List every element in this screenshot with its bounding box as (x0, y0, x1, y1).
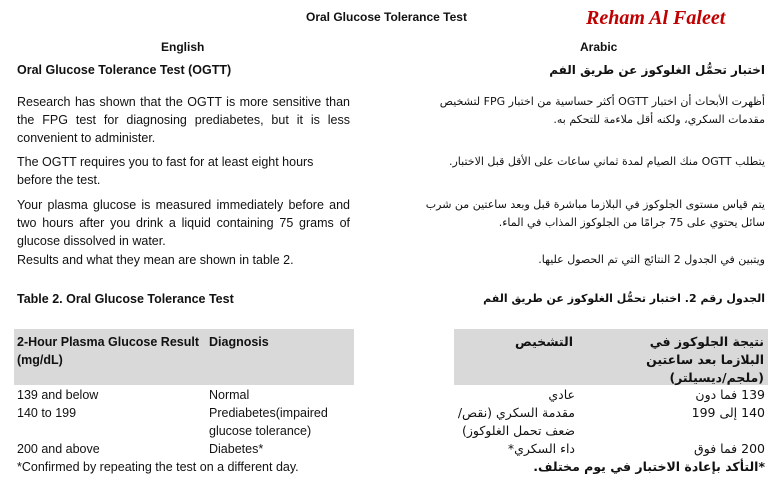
english-table-footnote: *Confirmed by repeating the test on a different day. (17, 460, 299, 474)
arabic-paragraph-4: ويتبين في الجدول 2 النتائج التي تم الحصول عليها. (538, 253, 765, 266)
english-heading: Oral Glucose Tolerance Test (OGTT) (17, 63, 232, 77)
english-table-header (14, 329, 354, 385)
english-paragraph-3: Your plasma glucose is measured immediately before and two hours after you drink a liquid containing 75 grams of glucose dissolved in water. (17, 198, 350, 248)
english-col1-header: 2-Hour Plasma Glucose Result (mg/dL) (17, 335, 200, 367)
english-row-1-diagnosis: Normal (209, 388, 250, 402)
english-paragraph-2: The OGTT requires you to fast for at least eight hours before the test. (17, 155, 314, 187)
english-paragraph-4: Results and what they mean are shown in table 2. (17, 253, 294, 267)
arabic-row-1-diagnosis: عادي (548, 387, 575, 402)
arabic-table-title: الجدول رقم 2. اختبار تحمُّل الغلوكوز عن طريق الفم (483, 292, 765, 305)
arabic-row-1-result: 139 فما دون (695, 387, 765, 402)
arabic-paragraph-1: أظهرت الأبحاث أن اختبار OGTT أكثر حساسية من اختبار FPG لتشخيص مقدمات السكري، ولكنه أقل ملاءمة للتحكم به. (439, 95, 765, 126)
arabic-row-2-diagnosis: مقدمة السكري (نقص/ضعف تحمل الغلوكوز) (457, 405, 575, 438)
arabic-paragraph-2: يتطلب OGTT منك الصيام لمدة ثماني ساعات على الأقل قبل الاختبار. (449, 155, 765, 168)
column-label-arabic: Arabic (580, 40, 618, 54)
arabic-heading: اختبار تحمُّل الغلوكوز عن طريق الفم (549, 63, 765, 77)
arabic-table-header (454, 329, 768, 385)
english-row-3-result: 200 and above (17, 442, 100, 456)
english-row-2-result: 140 to 199 (17, 406, 77, 420)
arabic-row-3-result: 200 فما فوق (694, 441, 765, 456)
arabic-row-3-diagnosis: داء السكري* (507, 441, 575, 456)
english-table-title: Table 2. Oral Glucose Tolerance Test (17, 292, 234, 306)
document-title: Oral Glucose Tolerance Test (306, 10, 467, 24)
arabic-col1-header: نتيجة الجلوكوز في البلازما بعد ساعتين (ملجم/ديسيلتر) (646, 334, 764, 385)
column-label-english: English (161, 40, 205, 54)
english-row-1-result: 139 and below (17, 388, 99, 402)
english-col2-header: Diagnosis (209, 335, 269, 349)
arabic-row-2-result: 140 إلى 199 (691, 405, 765, 420)
english-row-3-diagnosis: Diabetes* (209, 442, 264, 456)
arabic-table-footnote: *التأكد بإعادة الاختبار في يوم مختلف. (533, 459, 765, 474)
arabic-paragraph-3: يتم قياس مستوى الجلوكوز في البلازما مباشرة قبل وبعد ساعتين من شرب سائل يحتوي على 75 جرامًا من الجلوكوز المذاب في الماء. (425, 198, 765, 229)
english-paragraph-1: Research has shown that the OGTT is more sensitive than the FPG test for diagnosing prediabetes, but it is less convenient to administer. (17, 95, 350, 145)
arabic-col2-header: التشخيص (515, 334, 573, 349)
english-row-2-diagnosis: Prediabetes(impaired glucose tolerance) (209, 406, 328, 438)
author-name: Reham Al Faleet (586, 7, 726, 29)
